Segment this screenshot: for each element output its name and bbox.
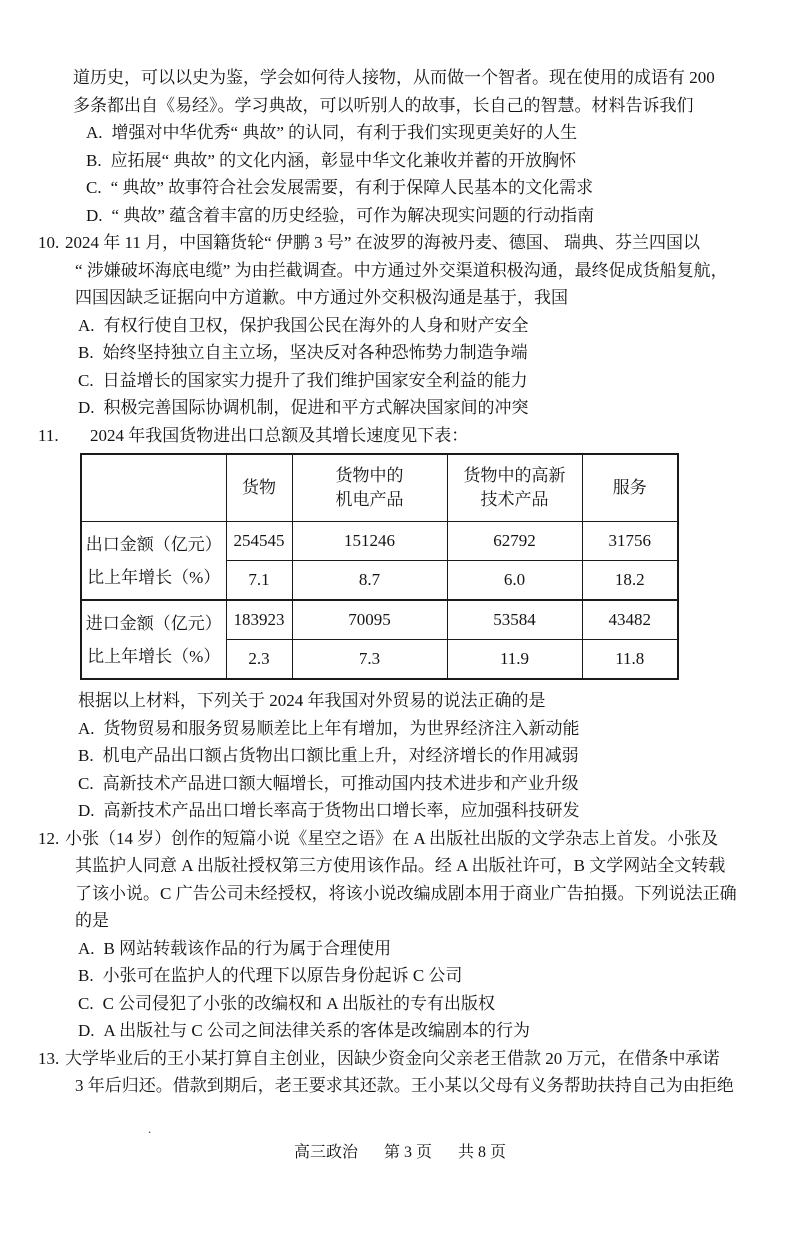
footer-total-pages: 共 8 页 — [458, 1144, 507, 1161]
question-number: 13. — [38, 1048, 60, 1068]
question-number: 11. — [38, 425, 59, 445]
question-text-line: 了该小说。C 广告公司未经授权，将该小说改编成剧本用于商业广告拍摄。下列说法正确 — [75, 883, 737, 903]
table-cell: 31756 — [582, 522, 678, 561]
table-cell: 8.7 — [292, 561, 447, 601]
question-9-continuation — [0, 64, 800, 229]
table-header-goods: 货物 — [226, 454, 292, 522]
question-text-line: 其监护人同意 A 出版社授权第三方使用该作品。经 A 出版社许可，B 文学网站全文转载 — [75, 856, 726, 875]
table-rowlabel-export: 出口金额（亿元） 比上年增长（%） — [81, 522, 226, 601]
question-text-line: 道历史，可以以史为鉴，学会如何待人接物，从而做一个智者。现在使用的成语有 200 — [73, 68, 715, 87]
option-label: D. — [78, 398, 95, 417]
option-b — [78, 339, 776, 367]
option-a — [78, 935, 776, 963]
question-text-line: 2024 年我国货物进出口总额及其增长速度见下表： — [90, 425, 469, 445]
table-header-services: 服务 — [582, 454, 678, 522]
table-row-import-amount — [81, 600, 678, 640]
page-footer — [0, 1143, 800, 1163]
option-a — [78, 312, 776, 340]
option-text: “ 典故” 蕴含着丰富的历史经验，可作为解决现实问题的行动指南 — [111, 205, 595, 225]
table-header-hightech: 货物中的高新 技术产品 — [447, 454, 582, 522]
table-cell: 7.1 — [226, 561, 292, 601]
option-text: 小张可在监护人的代理下以原告身份起诉 C 公司 — [102, 966, 463, 985]
option-text: 增强对中华优秀“ 典故” 的认同，有利于我们实现更美好的人生 — [111, 123, 578, 142]
option-b — [86, 147, 776, 175]
option-text: “ 典故” 故事符合社会发展需要，有利于保障人民基本的文化需求 — [110, 178, 594, 197]
option-text: 应拓展“ 典故” 的文化内涵，彰显中华文化兼收并蓄的开放胸怀 — [110, 150, 577, 170]
table-cell: 254545 — [226, 522, 292, 561]
footer-course-title: 高三政治 — [293, 1144, 358, 1161]
stray-dot-artifact: . — [148, 1121, 152, 1136]
option-label: C. — [78, 993, 94, 1013]
question-11 — [0, 422, 800, 825]
option-text: C 公司侵犯了小张的改编权和 A 出版社的专有出版权 — [102, 993, 496, 1013]
table-header-blank — [81, 454, 226, 522]
option-label: C. — [86, 178, 102, 197]
option-d — [78, 394, 776, 422]
table-row-export-amount — [81, 522, 678, 561]
option-text: 积极完善国际协调机制，促进和平方式解决国家间的冲突 — [103, 398, 529, 417]
table-cell: 11.9 — [447, 640, 582, 680]
option-label: D. — [86, 205, 103, 225]
table-rowlabel-import: 进口金额（亿元） 比上年增长（%） — [81, 600, 226, 679]
question-text-line: 的是 — [75, 911, 109, 930]
option-text: 货物贸易和服务贸易顺差比上年有增加，为世界经济注入新动能 — [103, 718, 580, 738]
table-cell: 62792 — [447, 522, 582, 561]
option-text: 始终坚持独立自主立场，坚决反对各种恐怖势力制造争端 — [102, 343, 528, 362]
option-text: 高新技术产品进口额大幅增长，可推动国内技术进步和产业升级 — [102, 773, 579, 793]
option-c — [86, 174, 776, 202]
option-text: 日益增长的国家实力提升了我们维护国家安全利益的能力 — [102, 370, 528, 390]
table-cell: 151246 — [292, 522, 447, 561]
option-d — [86, 202, 776, 230]
table-cell: 11.8 — [582, 640, 678, 680]
question-text-line: 多条都出自《易经》。学习典故，可以听别人的故事，长自己的智慧。材料告诉我们 — [73, 95, 694, 115]
option-c — [78, 770, 776, 798]
option-label: C. — [78, 370, 94, 390]
table-cell: 2.3 — [226, 640, 292, 680]
question-text-line: 3 年后归还。借款到期后，老王要求其还款。王小某以父母有义务帮助扶持自己为由拒绝 — [75, 1076, 734, 1095]
option-label: D. — [78, 801, 95, 820]
option-label: B. — [78, 966, 94, 985]
question-text-line: 2024 年 11 月，中国籍货轮“ 伊鹏 3 号” 在波罗的海被丹麦、德国、 瑞典、芬兰四国以 — [65, 233, 700, 252]
trade-statistics-table — [80, 453, 679, 680]
option-label: B. — [86, 150, 102, 170]
table-header-row — [81, 454, 678, 522]
option-label: B. — [78, 746, 94, 765]
table-header-mechanical: 货物中的 机电产品 — [292, 454, 447, 522]
question-text-line: 大学毕业后的王小某打算自主创业，因缺少资金向父亲老王借款 20 万元，在借条中承诺 — [65, 1048, 720, 1068]
table-cell: 53584 — [447, 600, 582, 640]
option-d — [78, 1017, 776, 1045]
table-cell: 183923 — [226, 600, 292, 640]
option-text: 机电产品出口额占货物出口额比重上升，对经济增长的作用减弱 — [102, 746, 579, 765]
option-label: A. — [86, 123, 103, 142]
option-label: B. — [78, 343, 94, 362]
question-number: 12. — [38, 828, 60, 848]
option-b — [78, 742, 776, 770]
option-text: 高新技术产品出口增长率高于货物出口增长率，应加强科技研发 — [103, 801, 580, 820]
option-a — [78, 715, 776, 743]
option-label: C. — [78, 773, 94, 793]
option-a — [86, 119, 776, 147]
question-text-line: 四国因缺乏证据向中方道歉。中方通过外交积极沟通是基于，我国 — [75, 288, 568, 307]
option-text: A 出版社与 C 公司之间法律关系的客体是改编剧本的行为 — [103, 1021, 530, 1040]
question-12 — [0, 825, 800, 1045]
table-cell: 18.2 — [582, 561, 678, 601]
option-label: A. — [78, 938, 95, 958]
question-text-line: “ 涉嫌破坏海底电缆” 为由拦截调查。中方通过外交渠道积极沟通，最终促成货船复航， — [75, 260, 728, 280]
table-cell: 70095 — [292, 600, 447, 640]
option-c — [78, 990, 776, 1018]
option-label: A. — [78, 315, 95, 335]
question-13 — [0, 1045, 800, 1100]
table-cell: 7.3 — [292, 640, 447, 680]
table-cell: 43482 — [582, 600, 678, 640]
option-b — [78, 962, 776, 990]
option-label: D. — [78, 1021, 95, 1040]
table-cell: 6.0 — [447, 561, 582, 601]
option-text: 有权行使自卫权，保护我国公民在海外的人身和财产安全 — [103, 315, 529, 335]
option-text: B 网站转载该作品的行为属于合理使用 — [103, 938, 392, 958]
question-number: 10. — [38, 233, 60, 252]
footer-page-number: 第 3 页 — [383, 1144, 432, 1161]
option-c — [78, 367, 776, 395]
option-d — [78, 797, 776, 825]
question-10 — [0, 229, 800, 422]
question-text-line: 小张（14 岁）创作的短篇小说《星空之语》在 A 出版社出版的文学杂志上首发。小张及 — [65, 828, 719, 848]
question-text-line: 根据以上材料，下列关于 2024 年我国对外贸易的说法正确的是 — [78, 691, 546, 710]
option-label: A. — [78, 718, 95, 738]
